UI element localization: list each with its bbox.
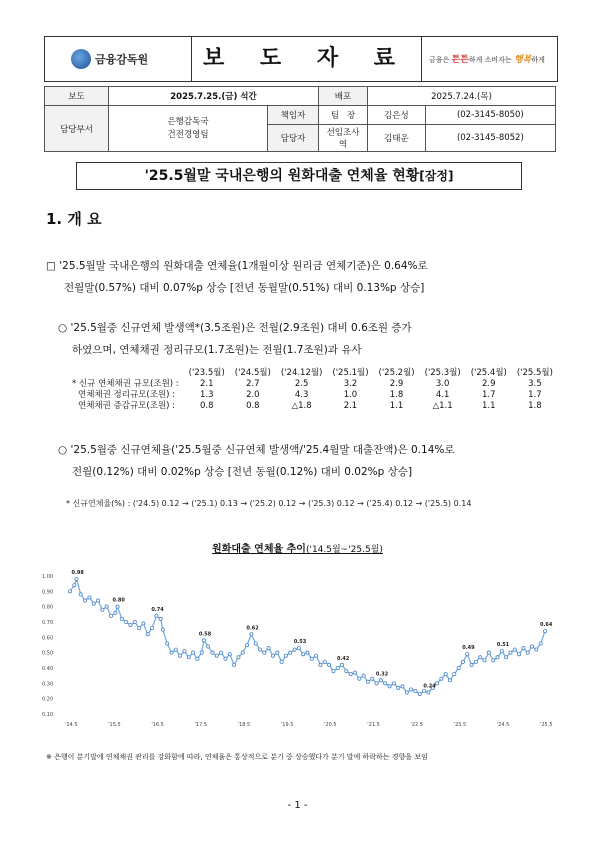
data-point <box>457 666 460 669</box>
data-point <box>224 657 227 660</box>
y-tick-label: 0.60 <box>42 635 54 642</box>
x-tick-label: '20.5 <box>324 722 337 728</box>
resp-title: 팀 장 <box>319 106 368 125</box>
data-point <box>422 689 425 692</box>
data-point <box>379 679 382 682</box>
dist-label: 배포 <box>319 87 368 106</box>
series-line <box>70 579 545 694</box>
staff-title: 선임조사역 <box>319 125 368 152</box>
dist-date: 2025.7.24.(목) <box>368 87 556 106</box>
data-point <box>116 605 119 608</box>
slogan: 금융은 튼튼하게 소비자는 행복하게 <box>429 55 545 65</box>
release-info-table <box>44 86 556 152</box>
data-point <box>271 654 274 657</box>
data-point <box>435 682 438 685</box>
staff-phone: (02-3145-8052) <box>425 125 555 152</box>
para3-line2: 전월(0.12%) 대비 0.02%p 상승 [전년 동월(0.12%) 대비 0.02%p 상승] <box>72 466 413 478</box>
data-point <box>245 643 248 646</box>
x-tick-label: '16.5 <box>151 722 164 728</box>
x-tick-label: '22.5 <box>410 722 423 728</box>
x-tick-label: '14.5 <box>65 722 78 728</box>
data-point <box>179 654 182 657</box>
data-point <box>284 654 287 657</box>
data-point <box>453 673 456 676</box>
data-point <box>280 660 283 663</box>
resp-phone: (02-3145-8050) <box>425 106 555 125</box>
dept-label: 담당부서 <box>45 106 109 152</box>
data-point <box>142 622 145 625</box>
para2-line2: 하였으며, 연체채권 정리규모(1.7조원)는 전월(1.7조원)과 유사 <box>72 344 362 356</box>
data-point <box>250 633 253 636</box>
data-point <box>237 656 240 659</box>
data-point <box>530 645 533 648</box>
data-label: 0.42 <box>337 655 350 662</box>
y-tick-label: 0.30 <box>42 681 54 688</box>
data-point <box>207 645 210 648</box>
data-point <box>375 682 378 685</box>
data-label: 0.32 <box>375 671 389 678</box>
data-point <box>539 642 542 645</box>
data-point <box>187 656 190 659</box>
data-point <box>215 654 218 657</box>
data-point <box>448 679 451 682</box>
page-number: - 1 - <box>287 800 308 811</box>
data-point <box>323 660 326 663</box>
data-point <box>392 682 395 685</box>
data-point <box>146 633 149 636</box>
data-point <box>96 599 99 602</box>
data-point <box>418 692 421 695</box>
data-point <box>191 651 194 654</box>
para2-line1: ○ '25.5월중 신규연체 발생액*(3.5조원)은 전월(2.9조원) 대비 0.6조원 증가 <box>58 322 412 334</box>
data-point <box>241 651 244 654</box>
data-point <box>384 682 387 685</box>
data-point <box>232 663 235 666</box>
data-point <box>332 669 335 672</box>
data-point <box>109 614 112 617</box>
y-tick-label: 1.00 <box>42 574 54 580</box>
data-point <box>155 614 158 617</box>
data-point <box>220 651 223 654</box>
logo-text: 금융감독원 <box>95 53 149 66</box>
data-point <box>170 651 173 654</box>
data-point <box>306 651 309 654</box>
footnote: ※ 은행이 분기말에 연체채권 관리를 강화함에 따라, 연체율은 통상적으로 분기 중 상승했다가 분기 말에 하락하는 경향을 보임 <box>46 753 428 761</box>
data-point <box>75 577 78 580</box>
para3-line1: ○ '25.5월중 신규연체율('25.5월중 신규연체 발생액/'25.4월말 대출잔액)은 0.14%로 <box>58 444 455 456</box>
x-tick-label: '15.5 <box>108 722 121 728</box>
data-point <box>513 648 516 651</box>
data-point <box>492 659 495 662</box>
data-point <box>289 651 292 654</box>
press-header <box>44 36 558 82</box>
y-tick-label: 0.80 <box>42 604 54 611</box>
para1-line2: 전월말(0.57%) 대비 0.07%p 상승 [전년 동월말(0.51%) 대비 0.13%p 상승] <box>64 282 425 294</box>
data-point <box>474 660 477 663</box>
data-label: 0.24 <box>423 683 436 690</box>
table-row: * 신규 연체채권 규모(조원) : 2.1 2.7 2.5 3.2 2.9 3.0 2.9 3.5 <box>72 379 542 389</box>
data-label: 0.53 <box>293 639 307 646</box>
staff-name: 김태운 <box>368 125 426 152</box>
slogan-area <box>421 37 557 81</box>
data-point <box>522 646 525 649</box>
data-point <box>68 590 71 593</box>
data-point <box>487 651 490 654</box>
data-point <box>414 689 417 692</box>
data-label: 0.80 <box>112 597 125 604</box>
data-point <box>535 648 538 651</box>
data-point <box>263 651 266 654</box>
data-point <box>461 660 464 663</box>
data-point <box>276 651 279 654</box>
section-heading: 1. 개 요 <box>46 210 102 228</box>
data-point <box>196 657 199 660</box>
data-point <box>388 685 391 688</box>
data-point <box>345 669 348 672</box>
data-point <box>302 653 305 656</box>
dept-name: 은행감독국 건전경영팀 <box>109 106 268 152</box>
staff-label: 담당자 <box>268 125 319 152</box>
data-label: 0.51 <box>496 642 510 649</box>
data-point <box>358 677 361 680</box>
data-point <box>500 650 503 653</box>
data-point <box>202 639 205 642</box>
data-point <box>315 654 318 657</box>
data-label: 0.49 <box>462 645 475 652</box>
data-point <box>73 584 76 587</box>
data-point <box>319 663 322 666</box>
data-point <box>125 620 128 623</box>
x-tick-label: '21.5 <box>367 722 380 728</box>
data-point <box>150 627 153 630</box>
data-point <box>101 608 104 611</box>
data-point <box>88 596 91 599</box>
data-point <box>105 605 108 608</box>
data-label: 0.62 <box>246 625 259 632</box>
data-point <box>183 650 186 653</box>
data-label: 0.98 <box>71 570 84 577</box>
data-point <box>397 686 400 689</box>
data-point <box>161 628 164 631</box>
delinquency-rate-chart <box>40 568 555 738</box>
data-point <box>267 646 270 649</box>
data-point <box>129 623 132 626</box>
data-point <box>483 659 486 662</box>
data-point <box>505 656 508 659</box>
data-point <box>470 663 473 666</box>
resp-name: 김은성 <box>368 106 426 125</box>
data-point <box>293 648 296 651</box>
data-point <box>200 651 203 654</box>
y-tick-label: 0.90 <box>42 589 54 596</box>
data-label: 0.74 <box>151 606 164 613</box>
report-date: 2025.7.25.(금) 석간 <box>109 87 319 106</box>
data-point <box>526 651 529 654</box>
x-tick-label: '24.5 <box>496 722 510 728</box>
x-tick-label: '23.5 <box>453 722 467 728</box>
data-point <box>79 593 82 596</box>
fss-logo-icon <box>71 49 91 69</box>
data-point <box>327 663 330 666</box>
y-tick-label: 0.40 <box>42 666 54 672</box>
data-point <box>509 651 512 654</box>
x-tick-label: '18.5 <box>237 722 251 728</box>
x-tick-label: '17.5 <box>194 722 208 728</box>
data-point <box>543 630 546 633</box>
data-point <box>310 657 313 660</box>
data-point <box>349 673 352 676</box>
y-tick-label: 0.20 <box>42 696 54 703</box>
data-point <box>228 653 231 656</box>
document-title: '25.5월말 국내은행의 원화대출 연체율 현황[잠정] <box>76 162 522 190</box>
data-label: 0.58 <box>198 631 212 638</box>
data-point <box>366 680 369 683</box>
data-point <box>336 666 339 669</box>
table-row: 연체채권 증감규모(조원) : 0.8 0.8 △1.8 2.1 1.1 △1.1 1.1 1.8 <box>78 401 542 411</box>
data-point <box>405 691 408 694</box>
x-tick-label: '25.5 <box>540 722 553 728</box>
data-point <box>254 642 257 645</box>
chart-title: 원화대출 연체율 추이('14.5월~'25.5월) <box>212 544 383 555</box>
press-release-title: 보 도 자 료 <box>191 37 422 81</box>
data-point <box>159 617 162 620</box>
report-label: 보도 <box>45 87 109 106</box>
data-point <box>166 642 169 645</box>
data-point <box>258 648 261 651</box>
data-point <box>120 617 123 620</box>
data-point <box>84 599 87 602</box>
data-point <box>410 688 413 691</box>
data-point <box>137 627 140 630</box>
para1-line1: □ '25.5월말 국내은행의 원화대출 연체율(1개월이상 원리금 연체기준)은 0.64%로 <box>46 260 428 272</box>
data-point <box>496 656 499 659</box>
data-point <box>174 648 177 651</box>
data-point <box>466 653 469 656</box>
table-row: 연체채권 정리규모(조원) : 1.3 2.0 4.3 1.0 1.8 4.1 1.7 1.7 <box>78 390 542 400</box>
data-point <box>133 620 136 623</box>
table-header-row: ('23.5월) ('24.5월) ('24.12월) ('25.1월) ('25.2월) ('25.3월) ('25.4월) ('25.5월) <box>188 368 553 378</box>
data-point <box>92 602 95 605</box>
logo-area <box>45 37 192 81</box>
delinquency-scale-table <box>72 368 558 412</box>
data-point <box>114 611 117 614</box>
data-label: 0.64 <box>540 622 553 629</box>
data-point <box>353 671 356 674</box>
data-point <box>479 656 482 659</box>
data-point <box>444 673 447 676</box>
data-point <box>340 663 343 666</box>
resp-label: 책임자 <box>268 106 319 125</box>
y-tick-label: 0.10 <box>42 712 54 718</box>
data-point <box>297 646 300 649</box>
new-delinquency-note: * 신규연체율(%) : ('24.5) 0.12 → ('25.1) 0.13 → ('25.2) 0.12 → ('25.3) 0.12 → ('25.4) 0.12 → ('25.5) 0.14 <box>66 499 472 508</box>
data-point <box>401 685 404 688</box>
y-tick-label: 0.70 <box>42 620 54 626</box>
x-tick-label: '19.5 <box>280 722 294 728</box>
data-point <box>440 677 443 680</box>
y-tick-label: 0.50 <box>42 650 54 657</box>
data-point <box>362 674 365 677</box>
data-point <box>371 677 374 680</box>
data-point <box>517 653 520 656</box>
data-point <box>211 651 214 654</box>
data-point <box>427 691 430 694</box>
